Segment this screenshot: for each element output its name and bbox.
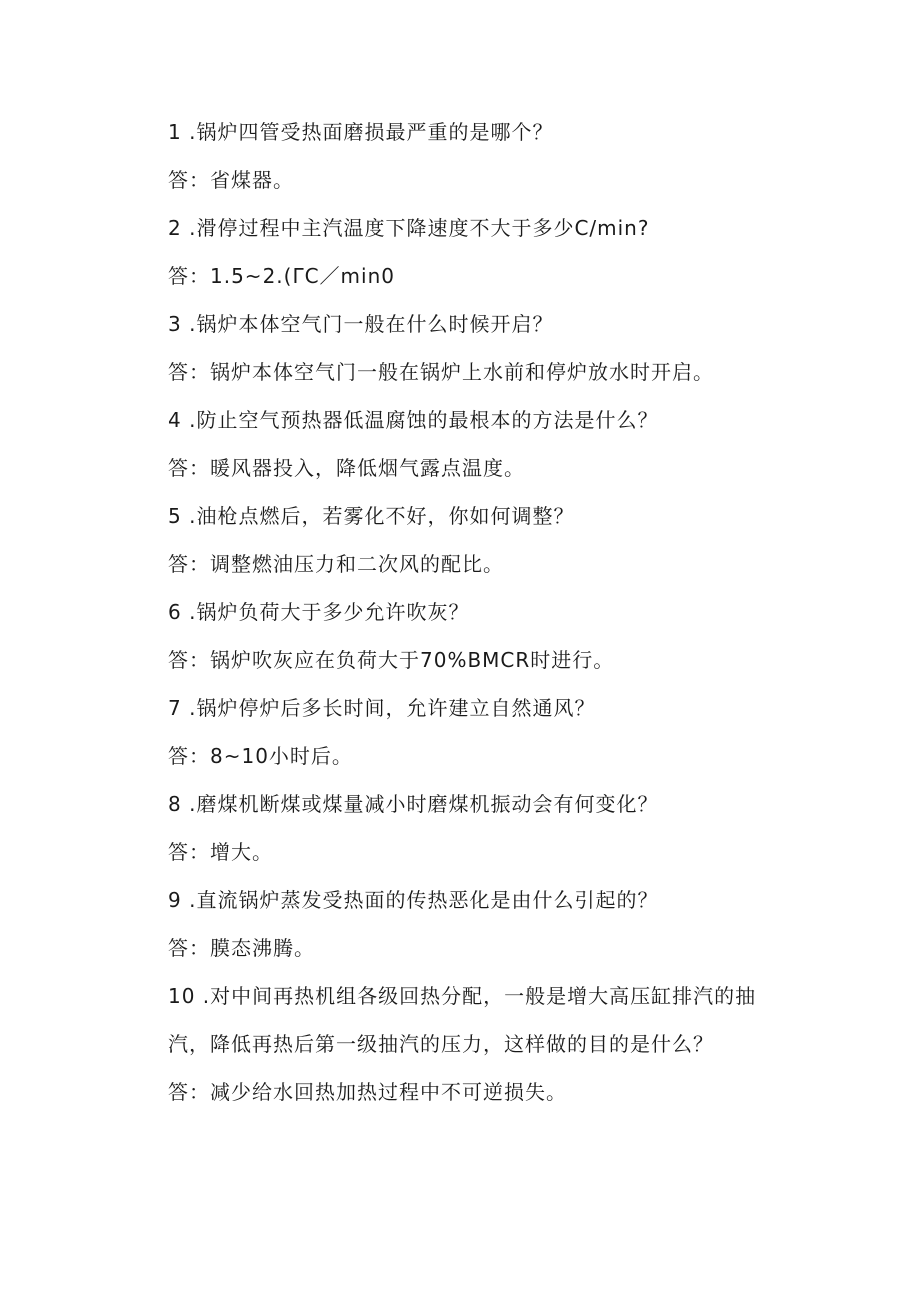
question-1: 1 .锅炉四管受热面磨损最严重的是哪个？: [168, 120, 554, 144]
answer-10: 答：减少给水回热加热过程中不可逆损失。: [168, 1080, 567, 1104]
answer-2: 答：1.5~2.(ΓC／min0: [168, 264, 395, 288]
question-10-line-1: 10 .对中间再热机组各级回热分配，一般是增大高压缸排汽的抽: [168, 984, 757, 1008]
question-4: 4 .防止空气预热器低温腐蚀的最根本的方法是什么？: [168, 408, 659, 432]
answer-6: 答：锅炉吹灰应在负荷大于70%BMCR时进行。: [168, 648, 615, 672]
question-8: 8 .磨煤机断煤或煤量减小时磨煤机振动会有何变化？: [168, 792, 659, 816]
question-9: 9 .直流锅炉蒸发受热面的传热恶化是由什么引起的？: [168, 888, 659, 912]
question-10-line-2: 汽，降低再热后第一级抽汽的压力，这样做的目的是什么？: [168, 1032, 714, 1056]
answer-8: 答：增大。: [168, 840, 273, 864]
answer-3: 答：锅炉本体空气门一般在锅炉上水前和停炉放水时开启。: [168, 360, 714, 384]
answer-4: 答：暖风器投入，降低烟气露点温度。: [168, 456, 525, 480]
question-5: 5 .油枪点燃后，若雾化不好，你如何调整？: [168, 504, 575, 528]
answer-9: 答：膜态沸腾。: [168, 936, 315, 960]
question-2: 2 .滑停过程中主汽温度下降速度不大于多少C/min?: [168, 216, 650, 240]
answer-1: 答：省煤器。: [168, 168, 294, 192]
answer-5: 答：调整燃油压力和二次风的配比。: [168, 552, 504, 576]
question-3: 3 .锅炉本体空气门一般在什么时候开启？: [168, 312, 554, 336]
question-6: 6 .锅炉负荷大于多少允许吹灰？: [168, 600, 470, 624]
question-7: 7 .锅炉停炉后多长时间，允许建立自然通风？: [168, 696, 596, 720]
answer-7: 答：8~10小时后。: [168, 744, 353, 768]
qa-list: [168, 108, 808, 1116]
